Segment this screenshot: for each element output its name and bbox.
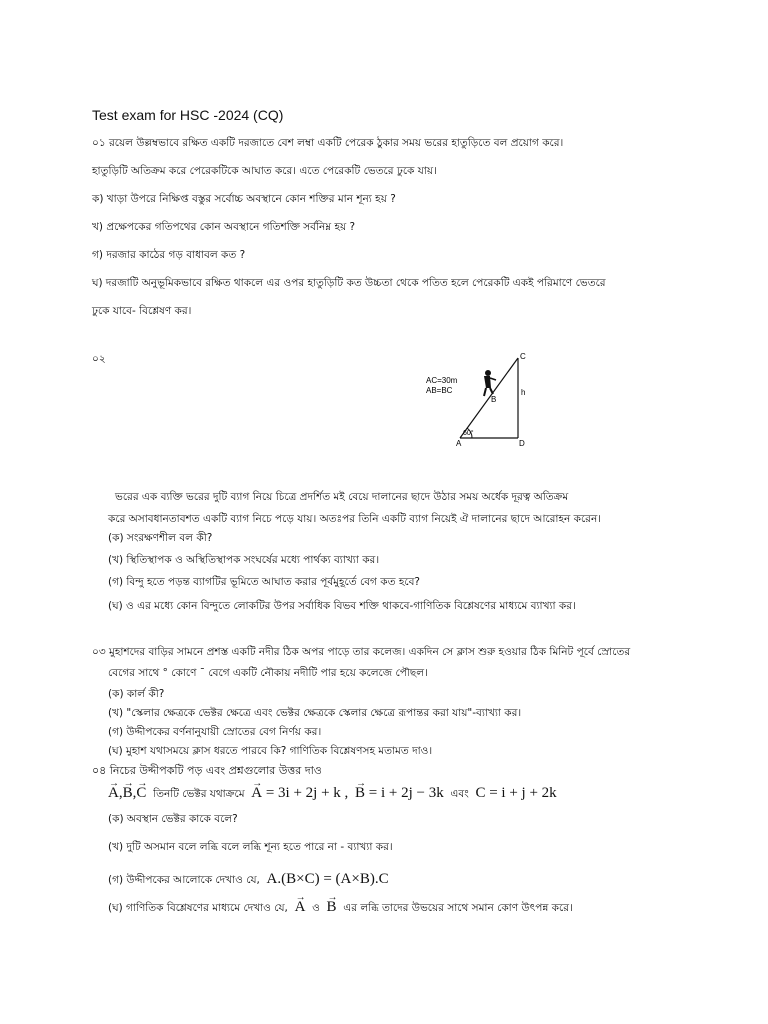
vector-c-eq-lhs: C [475, 785, 486, 801]
q3-part-c: (গ) উদ্দীপকের বর্ণনানুযায়ী স্রোতের বেগ নির্ণয় কর। [108, 726, 322, 738]
point-d-label: D [519, 439, 525, 448]
q4-vector-definitions: → A,→ B,→ C তিনটি ভেক্টর যথাক্রমে → A = 3i + 2j + k , → B = i + 2j − 3k এবং C = i + j + 2k [108, 786, 557, 801]
q3-part-b: (খ) "স্কেলার ক্ষেত্রকে ভেক্টর ক্ষেত্রে এবং ভেক্টর ক্ষেত্রকে স্কেলার ক্ষেত্রে রূপান্তর করা যায়"-ব্যাখ্যা কর। [108, 707, 522, 719]
q4-stem-line1: ০৪ নিচের উদ্দীপকটি পড় এবং প্রশ্নগুলোর উত্তর দাও [92, 764, 322, 777]
q4-part-c-text: (গ) উদ্দীপকের আলোকে দেখাও যে, [108, 874, 260, 886]
vector-a: → A [108, 786, 119, 800]
q1-part-d-line1: ঘ) দরজাটি অনুভূমিকভাবে রক্ষিত থাকলে এর ওপর হাতুড়িটি কত উচ্চতা থেকে পতিত হলে পেরেকটি একই পরিমাণে ভেতরে [92, 277, 606, 289]
vector-b-ref: → B [327, 900, 337, 914]
q4-part-a: (ক) অবস্থান ভেক্টর কাকে বলে? [108, 813, 238, 825]
q2-part-b: (খ) স্থিতিস্থাপক ও অস্থিতিস্থাপক সংঘর্ষের মধ্যে পার্থক্য ব্যাখ্যা কর। [108, 554, 380, 566]
q3-part-a: (ক) কার্ল কী? [108, 688, 165, 700]
vector-a-eq: = 3i + 2j + k , [265, 785, 349, 801]
ladder-diagram [420, 350, 540, 450]
q2-number: ০২ [92, 353, 106, 365]
vector-a-ref: → A [295, 900, 306, 914]
ladder-line [460, 358, 518, 438]
point-a-label: A [456, 439, 462, 448]
q1-stem-line1: ০১ রয়েল উল্লম্বভাবে রক্ষিত একটি দরজাতে বেশ লম্বা একটি পেরেক ঠুকার সময় ভরের হাতুড়িতে বল প্রয়োগ করে। [92, 137, 564, 149]
vector-b-eq-lhs: → B [355, 786, 365, 800]
vector-b: → B [123, 786, 133, 800]
page-title: Test exam for HSC -2024 (CQ) [92, 107, 284, 123]
vector-c: → C [136, 786, 146, 800]
q2-part-c: (গ) বিন্দু হতে পড়ন্ত ব্যাগটির ভূমিতে আঘাত করার পূর্বমুহূর্তে বেগ কত হবে? [108, 576, 420, 588]
q1-part-a: ক) খাড়া উপরে নিক্ষিপ্ত বস্তুর সর্বোচ্চ অবস্থানে কোন শক্তির মান শূন্য হয় ? [92, 193, 396, 205]
q3-stem-line1: ০৩ মুহাশদের বাড়ির সামনে প্রশস্ত একটি নদীর ঠিক অপর পাড়ে তার কলেজ। একদিন সে ক্লাস শুরু হওয়ার ঠিক মিনিট পূর্বে স্রোতের [92, 646, 631, 658]
q4-part-d-text2: এর লব্ধি তাদের উভয়ের সাথে সমান কোণ উৎপন্ন করে। [343, 902, 573, 914]
side-h-label: h [521, 388, 526, 397]
label-ab: AB=BC [426, 386, 453, 395]
point-c-label: C [520, 352, 526, 361]
q3-stem-line2: বেগের সাথে ° কোণে ¯ বেগে একটি নৌকায় নদীটি পার হয়ে কলেজে পৌছল। [108, 667, 428, 679]
q4-stem-text: তিনটি ভেক্টর যথাক্রমে [153, 788, 245, 800]
q4-part-c [108, 872, 389, 887]
q3-part-d: (ঘ) মুহাশ যথাসময়ে ক্লাস ধরতে পারবে কি? গাণিতিক বিশ্লেষণসহ মতামত দাও। [108, 745, 433, 757]
q2-part-a: (ক) সংরক্ষণশীল বল কী? [108, 532, 213, 544]
q4-part-b: (খ) দুটি অসমান বলে লব্ধি বলে লব্ধি শূন্য হতে পারে না - ব্যাখ্যা কর। [108, 841, 393, 853]
and-text: এবং [450, 788, 469, 800]
angle-label: 60° [463, 430, 474, 437]
q1-part-c: গ) দরজার কাঠের গড় বাধাবল কত ? [92, 249, 246, 261]
q2-part-d: (ঘ) ও এর মধ্যে কোন বিন্দুতে লোকটির উপর সর্বাধিক বিভব শক্তি থাকবে-গাণিতিক বিশ্লেষণের মাধ্যমে ব্যাখ্যা কর। [108, 600, 576, 612]
label-ac: AC=30m [426, 376, 458, 385]
q2-stem-line2: করে অসাবধানতাবশত একটি ব্যাগ নিচে পড়ে যায়। অতঃপর তিনি একটি ব্যাগ নিয়েই ঐ দালানের ছাদে আরোহন করেন। [108, 513, 601, 525]
q1-part-d-line2: ঢুকে যাবে- বিশ্লেষণ কর। [92, 305, 192, 317]
q4-part-c-math: A.(B×C) = (A×B).C [266, 871, 389, 887]
q2-stem-line1: ভরের এক ব্যক্তি ভরের দুটি ব্যাগ নিয়ে চিত্রে প্রদর্শিত মই বেয়ে দালানের ছাদে উঠার সময় অর্ধেক দূরত্ব অতিক্রম [115, 491, 569, 503]
vector-c-eq: = i + j + 2k [489, 785, 557, 801]
q4-part-d-and: ও [312, 902, 320, 914]
vector-a-eq-lhs: → A [251, 786, 262, 800]
q4-part-d [108, 900, 573, 915]
q1-part-b: খ) প্রক্ষেপকের গতিপথের কোন অবস্থানে গতিশক্তি সর্বনিম্ন হয় ? [92, 221, 356, 233]
climbing-person-icon [484, 370, 496, 396]
q4-part-d-text1: (ঘ) গাণিতিক বিশ্লেষণের মাধ্যমে দেখাও যে, [108, 902, 288, 914]
q1-stem-line2: হাতুড়িটি অতিক্রম করে পেরেকটিকে আঘাত করে। এতে পেরেকটি ভেতরে ঢুকে যায়। [92, 165, 437, 177]
vector-b-eq: = i + 2j − 3k [368, 785, 444, 801]
point-b-label: B [491, 395, 497, 404]
